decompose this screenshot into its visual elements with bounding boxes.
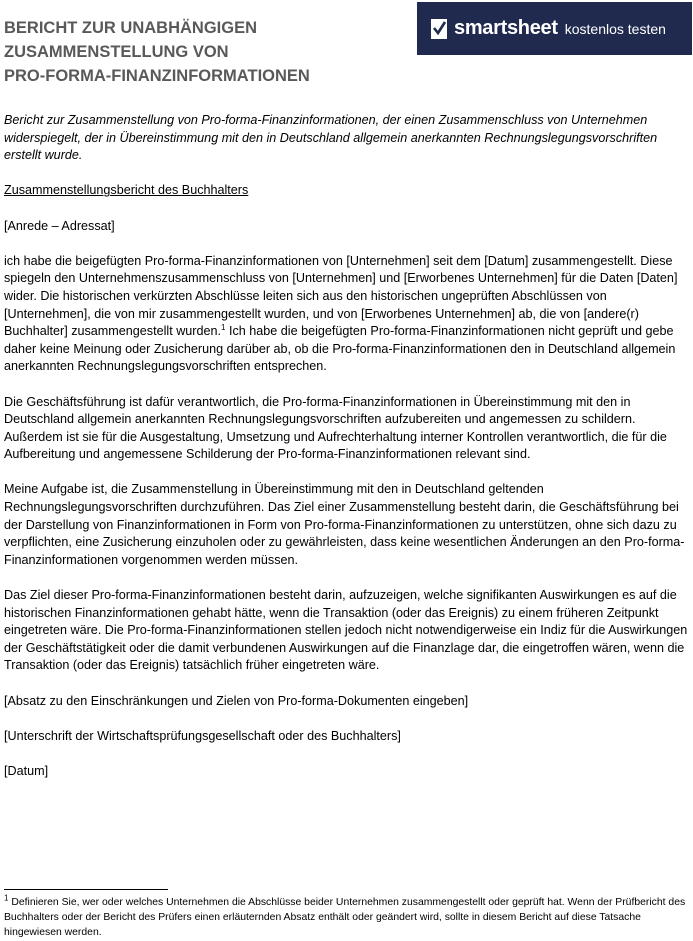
footnote-marker: 1: [4, 893, 9, 903]
paragraph-compilation: [4, 253, 688, 376]
document-title: [4, 16, 404, 88]
banner-brand: smartsheet: [454, 17, 558, 39]
paragraph-accountant-task: Meine Aufgabe ist, die Zusammenstellung in Übereinstimmung mit den in Deutschland geltenden Rechnungslegungsvorschriften durchzuführen. Das Ziel einer Zusammenstellung besteht darin, die Geschäftsführung bei der Darstellung von Finanzinformationen in Form von Pro-forma-Finanzinformationen zu unterstützen, ohne sich dazu zu verpflichten, eine Zusicherung einzuholen oder zu gewährleisten, dass keine wesentlichen Änderungen an den Pro-forma-Finanzinformationen vorgenommen werden müssen.: [4, 482, 685, 567]
footnote: [4, 895, 688, 940]
paragraph-management-responsibility: Die Geschäftsführung ist dafür verantwortlich, die Pro-forma-Finanzinformationen in Übereinstimmung mit den in Deutschland allgemein anerkannten Rechnungslegungsvorschriften aufzubereiten und angemessen zu schildern. Außerdem ist sie für die Ausgestaltung, Umsetzung und Aufrechterhaltung interner Kontrollen verantwortlich, die für die Aufbereitung und angemessene Schilderung der Pro-forma-Finanzinformationen relevant sind.: [4, 394, 667, 462]
footnote-reference: 1: [221, 322, 226, 332]
title-line-2: ZUSAMMENSTELLUNG VON: [4, 43, 229, 61]
paragraph-compilation-part2: Ich habe die beigefügten Pro-forma-Finanzinformationen nicht geprüft und gebe daher keine Meinung oder Zusicherung darüber ab, ob die Pro-forma-Finanzinformationen den in Deutschland allgemein anerkannten Rechnungslegungsvorschriften entsprechen.: [4, 324, 676, 374]
paragraph-compilation-part1: ich habe die beigefügten Pro-forma-Finanzinformationen von [Unternehmen] seit dem [Datum] zusammengestellt. Diese spiegeln den Unternehmenszusammenschluss von [Unternehmen] und [Erworbenes Unternehmen] für die Daten [Daten] wider. Die historischen verkürzten Abschlüsse leiten sich aus den historischen ungeprüften Abschlüssen von [Unternehmen], die von mir zusammengestellt wurden, und von [Erworbenes Unternehmen] ab, die von [andere(r) Buchhalter] zusammengestellt wurden.: [4, 253, 678, 339]
smartsheet-check-logo-icon: [431, 19, 447, 39]
footnote-text: Definieren Sie, wer oder welches Unternehmen die Abschlüsse beider Unternehmen zusammengestellt oder geprüft hat. Wenn der Prüfbericht des Buchhalters oder der Bericht des Prüfers einen erläuternden Absatz enthält oder geändert wird, sollte in diesem Bericht auf diese Tatsache hingewiesen werden.: [4, 897, 686, 938]
banner-cta: kostenlos testen: [564, 20, 666, 37]
title-line-1: BERICHT ZUR UNABHÄNGIGEN: [4, 19, 257, 37]
placeholder-signature: [Unterschrift der Wirtschaftsprüfungsgesellschaft oder des Buchhalters]: [4, 728, 401, 743]
paragraph-purpose: Das Ziel dieser Pro-forma-Finanzinformationen besteht darin, aufzuzeigen, welche signifikanten Auswirkungen es auf die historischen Finanzinformationen gehabt hätte, wenn die Transaktion (oder das Ereignis) zu einem früheren Zeitpunkt eingetreten wäre. Die Pro-forma-Finanzinformationen stellen jedoch nicht notwendigerweise ein Indiz für die Auswirkungen der Geschäftstätigkeit oder die damit verbundenen Auswirkungen auf die Finanzlage dar, die eingetroffen wären, wenn die Transaktion (oder das Ereignis) tatsächlich früher eingetreten wäre.: [4, 588, 688, 673]
title-line-3: PRO-FORMA-FINANZINFORMATIONEN: [4, 67, 310, 85]
intro-paragraph: Bericht zur Zusammenstellung von Pro-forma-Finanzinformationen, der einen Zusammenschluss von Unternehmen widerspiegelt, der in Übereinstimmung mit den in Deutschland allgemein anerkannten Rechnungslegungsvorschriften erstellt wurde.: [4, 113, 658, 163]
smartsheet-banner-link[interactable]: [417, 2, 692, 55]
document-body: [4, 112, 688, 798]
salutation: [Anrede – Adressat]: [4, 218, 115, 233]
placeholder-limitations: [Absatz zu den Einschränkungen und Zielen von Pro-forma-Dokumenten eingeben]: [4, 693, 469, 708]
report-heading: Zusammenstellungsbericht des Buchhalters: [4, 183, 249, 198]
footnote-divider: [4, 889, 168, 890]
placeholder-date: [Datum]: [4, 763, 49, 778]
